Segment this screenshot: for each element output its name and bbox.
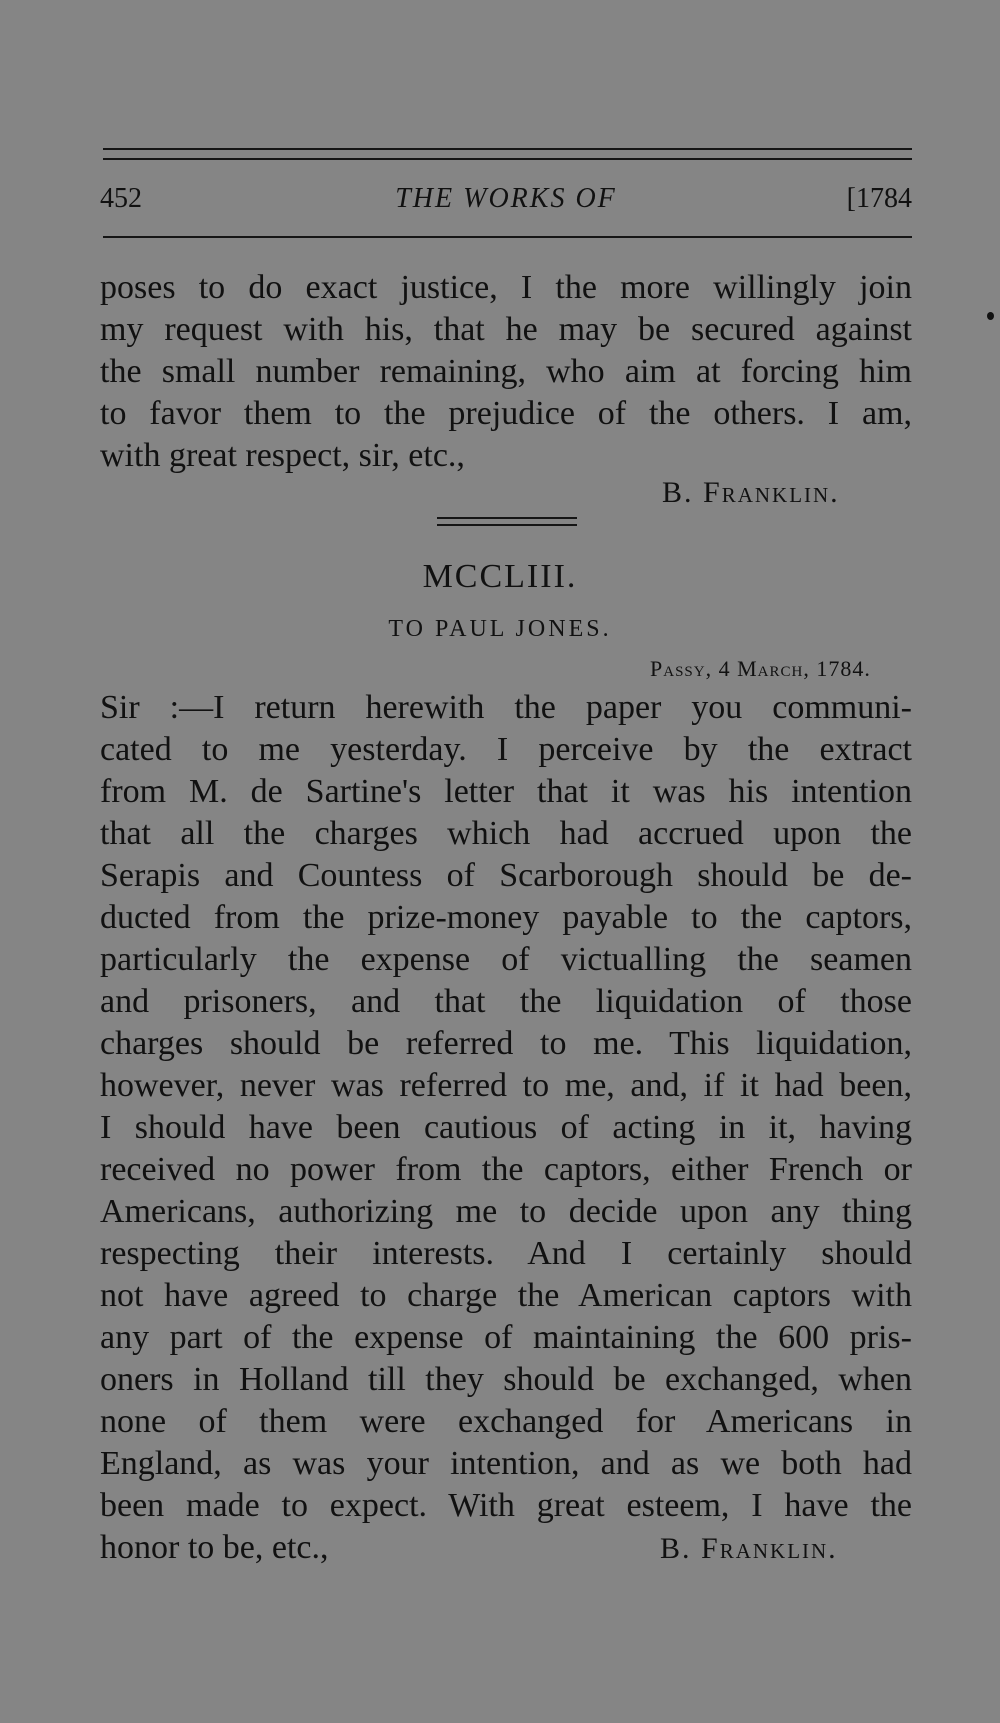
text-line: from M. de Sartine's letter that it was his intention (100, 773, 912, 810)
letter-number: MCCLIII. (422, 558, 578, 595)
text-line: respecting their interests. And I certainly should (100, 1235, 912, 1272)
text-line: with great respect, sir, etc., (100, 437, 465, 474)
text-line: the small number remaining, who aim at forcing him (100, 353, 912, 390)
text-line: not have agreed to charge the American captors with (100, 1277, 912, 1314)
text-line: been made to expect. With great esteem, I have the (100, 1487, 912, 1524)
text-line: cated to me yesterday. I perceive by the extract (100, 731, 912, 768)
text-line: ducted from the prize-money payable to the captors, (100, 899, 912, 936)
text-line: Serapis and Countess of Scarborough should be de- (100, 857, 912, 894)
text-line: to favor them to the prejudice of the others. I am, (100, 395, 912, 432)
letter-addressee: TO PAUL JONES. (388, 616, 612, 642)
text-line: any part of the expense of maintaining the 600 pris- (100, 1319, 912, 1356)
text-line: particularly the expense of victualling the seamen (100, 941, 912, 978)
text-line: however, never was referred to me, and, if it had been, (100, 1067, 912, 1104)
letter-dateline: Passy, 4 March, 1784. (650, 656, 871, 681)
text-line: charges should be referred to me. This liquidation, (100, 1025, 912, 1062)
text-line: England, as was your intention, and as we both had (100, 1445, 912, 1482)
running-title: THE WORKS OF (395, 183, 617, 214)
text-line: received no power from the captors, either French or (100, 1151, 912, 1188)
ink-mark (987, 312, 994, 320)
text-line: I should have been cautious of acting in it, having (100, 1109, 912, 1146)
section-divider-top (437, 517, 577, 519)
letter-two-body (100, 687, 912, 1569)
page-number: 452 (100, 183, 142, 214)
text-line: Sir :—I return herewith the paper you communi- (100, 689, 912, 726)
text-line: and prisoners, and that the liquidation of those (100, 983, 912, 1020)
top-rule-outer (103, 148, 912, 150)
text-line: oners in Holland till they should be exchanged, when (100, 1361, 912, 1398)
letter-one-signature: B. Franklin. (662, 476, 840, 509)
top-rule-inner (103, 158, 912, 160)
letter-one-body (100, 267, 912, 477)
running-header (100, 183, 912, 227)
letter-two-signature: B. Franklin. (660, 1532, 838, 1565)
section-divider-bottom (437, 524, 577, 526)
closing-line: honor to be, etc., (100, 1529, 329, 1566)
text-line: my request with his, that he may be secured against (100, 311, 912, 348)
header-year: [1784 (846, 183, 912, 214)
header-rule (103, 236, 912, 238)
text-line: poses to do exact justice, I the more willingly join (100, 269, 912, 306)
text-line: none of them were exchanged for Americans in (100, 1403, 912, 1440)
text-line: that all the charges which had accrued upon the (100, 815, 912, 852)
text-line: Americans, authorizing me to decide upon any thing (100, 1193, 912, 1230)
